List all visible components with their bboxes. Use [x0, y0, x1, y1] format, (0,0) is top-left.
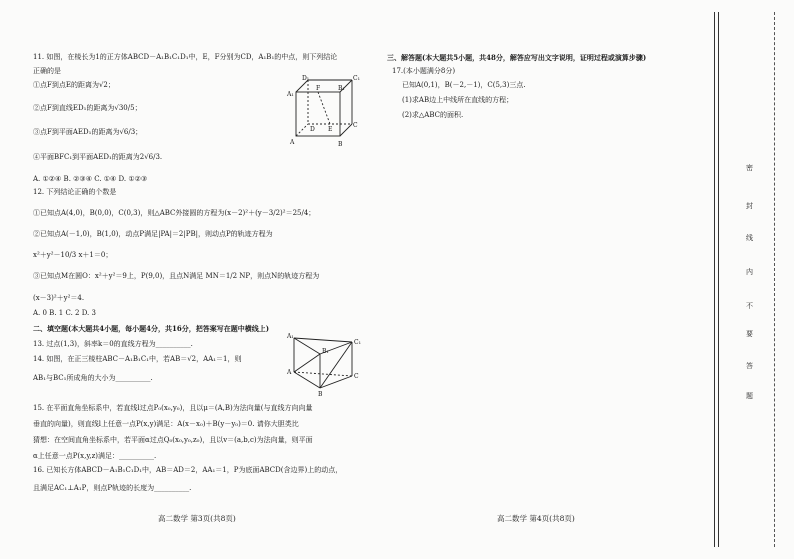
seal-char: 答 [746, 362, 753, 370]
q15c: 猜想：在空间直角坐标系中，若平面α过点Q₀(x₀,y₀,z₀)，且以v＝(a,b,c)为法向量，则平面 [33, 436, 313, 444]
footer-page-4: 高二数学 第4页(共8页) [497, 514, 575, 523]
sec3: 三、解答题(本大题共5小题，共48分，解答应写出文字说明，证明过程或演算步骤) [387, 53, 647, 62]
q16b: 且满足AC₁⊥A₁P，则点P轨迹的长度为__________. [33, 484, 192, 492]
seal-dashed-line [774, 12, 775, 547]
cube-label-e: E [328, 126, 333, 133]
q12-opt2: ②已知点A(－1,0)，B(1,0)，动点P满足|PA|＝2|PB|，则动点P的轨迹方程为 [33, 230, 273, 238]
seal-char: 要 [746, 330, 753, 338]
cube-label-d: D [310, 126, 315, 133]
q15b: 垂直的向量)，则直线l上任意一点P(x,y)满足：A(x－x₀)＋B(y－y₀)＝0. 请你大胆类比 [33, 420, 299, 428]
q17: 17.(本小题满分8分) [392, 67, 456, 75]
q11-opt2: ②点F到直线ED₁的距离为√30/5； [33, 104, 142, 112]
q15: 15. 在平面直角坐标系中，若直线l过点P₀(x₀,y₀)，且以μ＝(A,B)为法向量(与直线方向向量 [33, 404, 313, 412]
prism-label-c: C [354, 373, 359, 380]
q12-opt1: ①已知点A(4,0)，B(0,0)，C(0,3)，则△ABC外接圆的方程为(x－2)²＋(y－3/2)²＝25/4； [33, 209, 316, 217]
cube-figure [286, 74, 364, 152]
q11-opt3: ③点F到平面AED₁的距离为√6/3； [33, 128, 143, 136]
cube-label-c: C [353, 122, 358, 129]
q12-opt3: ③已知点M在圆O：x²＋y²＝9上，P(9,0)，且点N满足 MN＝1/2 NP，则点N的轨迹方程为 [33, 272, 320, 280]
q11-opt4: ④平面BFC₁到平面AED₁的距离为2√6/3. [33, 153, 163, 161]
prism-label-b1: B₁ [322, 348, 329, 355]
seal-char: 封 [746, 202, 753, 210]
q15d: α上任意一点P(x,y,z)满足：__________. [33, 452, 157, 460]
seal-char: 密 [746, 164, 753, 172]
q11-stem2: 正确的是 [33, 67, 61, 75]
prism-label-a1: A₁ [287, 333, 294, 340]
seal-char: 题 [746, 392, 753, 400]
cube-label-b1: B₁ [338, 85, 345, 92]
strip-border-line-inner [718, 12, 719, 547]
strip-border-line [714, 12, 715, 547]
q11-opt1: ①点F到点E的距离为√2； [33, 81, 115, 89]
cube-label-d1: D₁ [302, 75, 310, 82]
cube-label-a: A [290, 139, 295, 146]
q12-opt3b: (x－3)²＋y²＝4. [33, 294, 85, 302]
q12-stem: 12. 下列结论正确的个数是 [33, 188, 117, 196]
seal-char: 线 [746, 234, 753, 242]
seal-strip [714, 12, 782, 547]
q17a: 已知A(0,1)，B(－2,－1)，C(5,3)三点. [402, 81, 526, 89]
cube-label-b: B [338, 141, 343, 148]
q17c: (2)求△ABC的面积. [402, 111, 464, 119]
prism-label-c1: C₁ [354, 339, 361, 346]
seal-char: 内 [746, 268, 753, 276]
prism-figure [286, 332, 366, 400]
prism-label-b: B [318, 391, 323, 398]
q14b: AB₁与BC₁所成角的大小为__________. [33, 374, 153, 382]
prism-label-a: A [287, 369, 292, 376]
q12-choices: A. 0 B. 1 C. 2 D. 3 [33, 309, 96, 317]
q11-choices: A. ①②④ B. ②③④ C. ①④ D. ①②③ [33, 175, 148, 183]
q16: 16. 已知长方体ABCD－A₁B₁C₁D₁中，AB＝AD＝2，AA₁＝1，P为底面ABCD(含边界)上的动点， [33, 466, 343, 474]
q11-stem: 11. 如图，在棱长为1的正方体ABCD－A₁B₁C₁D₁中，E，F分别为CD，A₁B₁的中点，则下列结论 [33, 53, 338, 61]
q13: 13. 过点(1,3)，斜率k＝0的直线方程为__________. [33, 340, 193, 348]
sec2: 二、填空题(本大题共4小题，每小题4分，共16分，把答案写在题中横线上) [33, 324, 270, 333]
cube-label-f: F [316, 85, 321, 92]
seal-char: 不 [746, 302, 753, 310]
q17b: (1)求AB边上中线所在直线的方程； [402, 96, 514, 104]
cube-label-a1: A₁ [287, 91, 294, 98]
footer-page-3: 高二数学 第3页(共8页) [158, 514, 236, 523]
q12-opt2b: x²＋y²－10/3 x＋1＝0； [33, 251, 113, 259]
q14: 14. 如图，在正三棱柱ABC－A₁B₁C₁中，若AB＝√2，AA₁＝1，则 [33, 355, 242, 363]
cube-label-c1: C₁ [353, 75, 360, 82]
